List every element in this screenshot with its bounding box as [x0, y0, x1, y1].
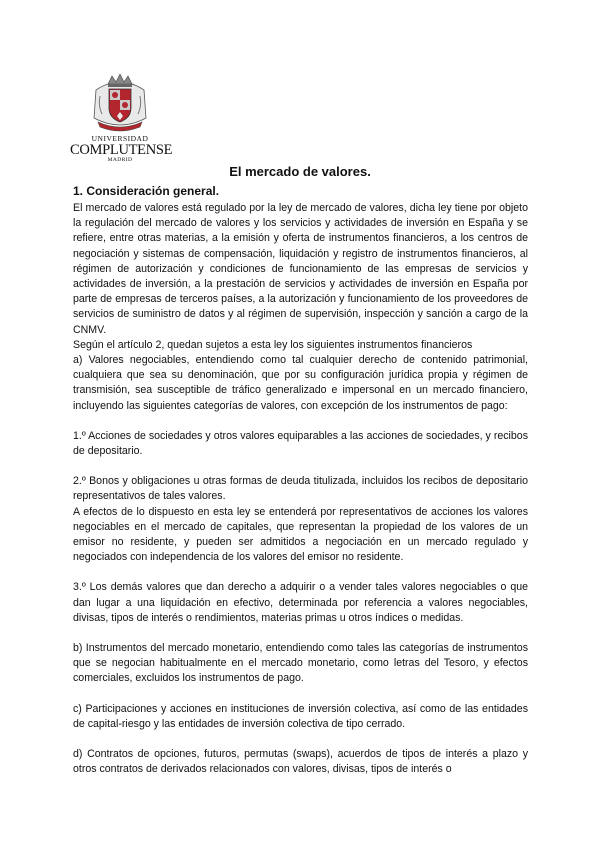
logo-text-universidad: UNIVERSIDAD: [91, 134, 149, 143]
paragraph-item-b: b) Instrumentos del mercado monetario, entendiendo como tales las categorías de instrumentos que se negocian habitualmente en el mercado monetario, como letras del Tesoro, y efectos comerciales, excluidos los instrumentos de pago.: [73, 642, 528, 685]
paragraph-item-2: 2.º Bonos y obligaciones u otras formas de deuda titulizada, incluidos los recibos de depositario representativos de tales valores.: [73, 475, 528, 503]
logo-text-madrid: MADRID: [107, 157, 133, 163]
document-body: [73, 183, 528, 778]
paragraph-item-d: d) Contratos de opciones, futuros, permutas (swaps), acuerdos de tipos de interés a plazo y otros contratos de derivados relacionados con valores, divisas, tipos de interés o: [73, 748, 528, 776]
university-crest-icon: [88, 72, 152, 134]
paragraph-intro: El mercado de valores está regulado por la ley de mercado de valores, dicha ley tiene por objeto la regulación del mercado de valores y los servicios y actividades de inversión en España y se refiere, entre otras materias, a la emisión y oferta de instrumentos financieros, a los centros de negociación y sistemas de compensación, liquidación y registro de instrumentos financieros, al régimen de autorización y condiciones de funcionamiento de las empresas de servicios y actividades de inversión, a la prestación de servicios y actividades de inversión en España por parte de empresas de terceros países, a la autorización y funcionamiento de los proveedores de servicios de suministro de datos y al régimen de supervisión, inspección y sanción a cargo de la CNMV.: [73, 202, 528, 336]
paragraph-item-a: a) Valores negociables, entendiendo como tal cualquier derecho de contenido patrimonial, cualquiera que sea su denominación, que por su configuración jurídica propia y régimen de transmisión, sea susceptible de tráfico generalizado e impersonal en un mercado financiero, incluyendo las siguientes categorías de valores, con excepción de los instrumentos de pago:: [73, 354, 528, 412]
logo-text-complutense: COMPLUTENSE: [70, 142, 173, 158]
university-logo: [70, 72, 173, 164]
paragraph-article-2: Según el artículo 2, quedan sujetos a esta ley los siguientes instrumentos financieros: [73, 338, 473, 351]
paragraph-item-3: 3.º Los demás valores que dan derecho a adquirir o a vender tales valores negociables o que dan lugar a una liquidación en efectivo, determinada por referencia a valores negociables, divisas, tipos de interés o rendimientos, materias primas u otros índices o medidas.: [73, 581, 528, 624]
paragraph-item-2-note: A efectos de lo dispuesto en esta ley se entenderá por representativos de acciones los valores negociables en el mercado de capitales, que representan la propiedad de los valores de un emisor no residente, y pueden ser admitidos a negociación en un mercado regulado y negociados con independencia de los valores del emisor no residente.: [73, 505, 528, 564]
section-heading: 1. Consideración general.: [73, 184, 220, 198]
paragraph-item-c: c) Participaciones y acciones en instituciones de inversión colectiva, así como de las entidades de capital-riesgo y las entidades de inversión colectiva de tipo cerrado.: [73, 702, 528, 730]
paragraph-item-1: 1.º Acciones de sociedades y otros valores equiparables a las acciones de sociedades, y recibos de depositario.: [73, 429, 528, 458]
document-title: El mercado de valores.: [229, 164, 371, 179]
